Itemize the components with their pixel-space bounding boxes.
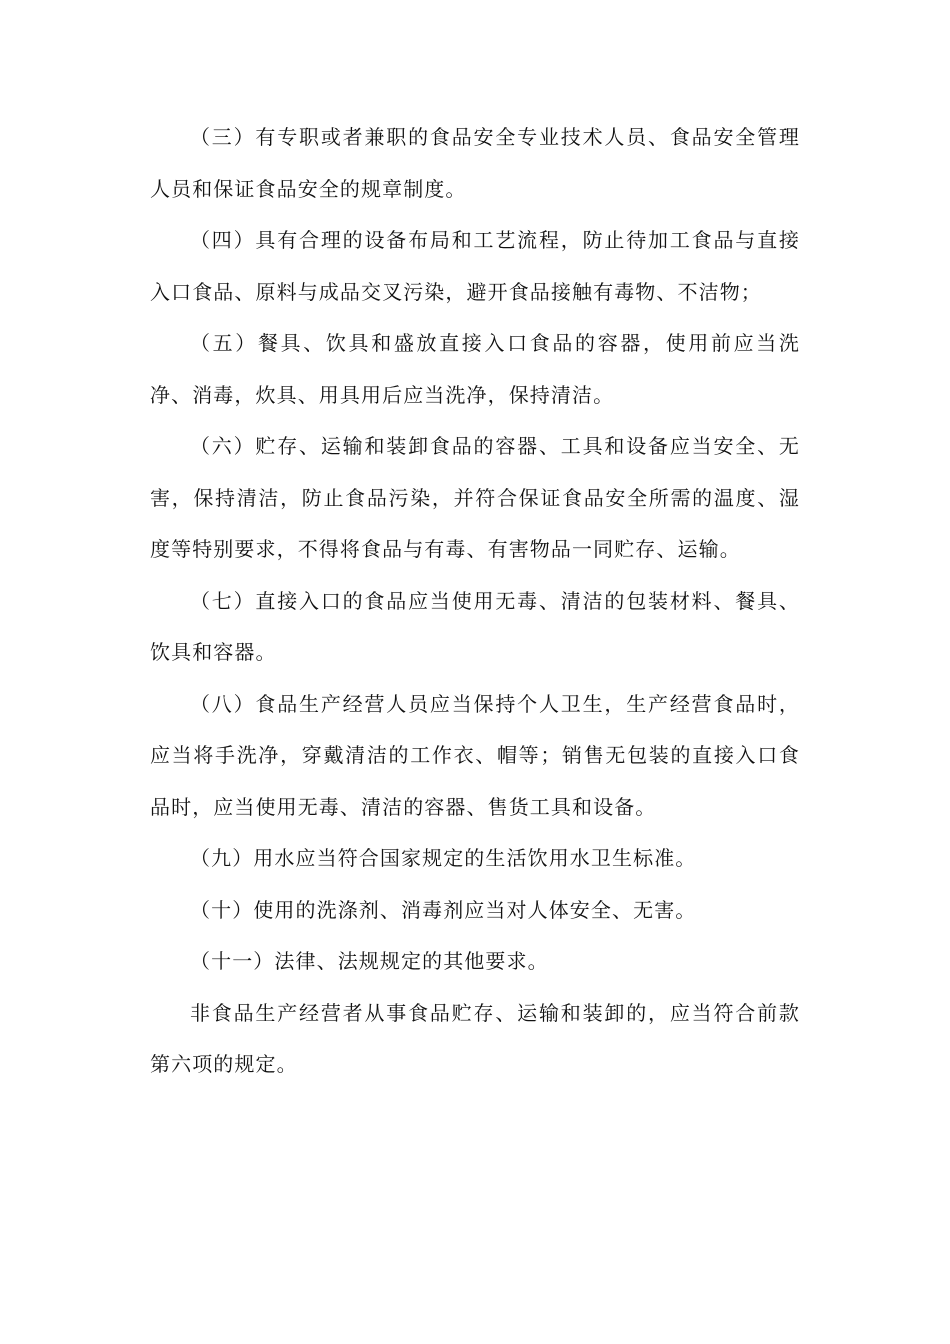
paragraph-item-4: （四）具有合理的设备布局和工艺流程，防止待加工食品与直接入口食品、原料与成品交叉污染，避开食品接触有毒物、不洁物； <box>150 228 800 304</box>
paragraph-item-3: （三）有专职或者兼职的食品安全专业技术人员、食品安全管理人员和保证食品安全的规章制度。 <box>150 125 800 201</box>
paragraph-item-5: （五）餐具、饮具和盛放直接入口食品的容器，使用前应当洗净、消毒，炊具、用具用后应当洗净，保持清洁。 <box>150 331 800 407</box>
paragraph-item-9: （九）用水应当符合国家规定的生活饮用水卫生标准。 <box>190 846 697 870</box>
paragraph-closing-clause: 非食品生产经营者从事食品贮存、运输和装卸的，应当符合前款第六项的规定。 <box>150 1000 800 1076</box>
document-page <box>150 112 800 1091</box>
paragraph-item-8: （八）食品生产经营人员应当保持个人卫生，生产经营食品时，应当将手洗净，穿戴清洁的工作衣、帽等；销售无包装的直接入口食品时，应当使用无毒、清洁的容器、售货工具和设备。 <box>150 691 800 819</box>
paragraph-item-6: （六）贮存、运输和装卸食品的容器、工具和设备应当安全、无害，保持清洁，防止食品污染，并符合保证食品安全所需的温度、湿度等特别要求，不得将食品与有毒、有害物品一同贮存、运输。 <box>150 434 800 561</box>
paragraph-item-7: （七）直接入口的食品应当使用无毒、清洁的包装材料、餐具、饮具和容器。 <box>150 588 800 664</box>
paragraph-item-10: （十）使用的洗涤剂、消毒剂应当对人体安全、无害。 <box>190 897 697 922</box>
paragraph-item-11: （十一）法律、法规规定的其他要求。 <box>190 949 549 973</box>
